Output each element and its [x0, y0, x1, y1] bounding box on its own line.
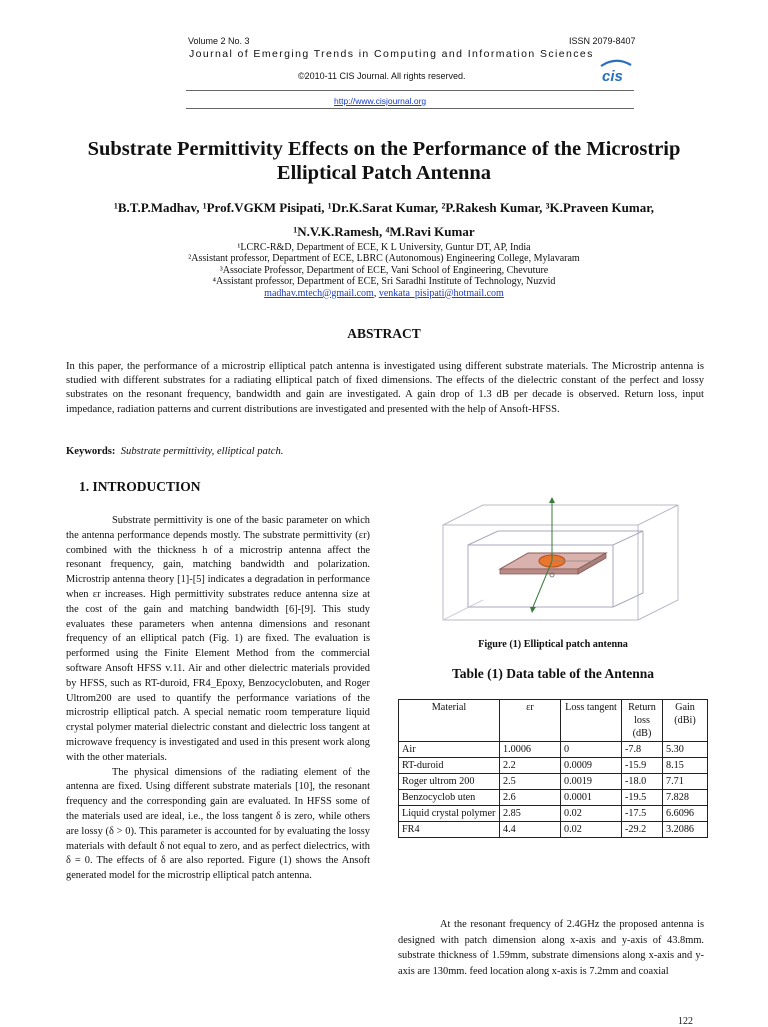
- table-cell: -7.8: [622, 742, 663, 758]
- authors: [60, 196, 708, 244]
- table-cell: -15.9: [622, 758, 663, 774]
- x-axis-arrow-icon: [530, 607, 536, 613]
- column-header-gain: Gain (dBi): [663, 700, 708, 742]
- table-cell: 8.15: [663, 758, 708, 774]
- table-cell: Liquid crystal polymer: [399, 806, 500, 822]
- substrate-front: [500, 569, 578, 574]
- table-cell: 5.30: [663, 742, 708, 758]
- volume-label: Volume 2 No. 3: [188, 36, 250, 46]
- table-cell: Benzocyclob uten: [399, 790, 500, 806]
- table-cell: 7.828: [663, 790, 708, 806]
- antenna-model-illustration: [388, 497, 718, 637]
- journal-url-link[interactable]: http://www.cisjournal.org: [334, 96, 427, 106]
- affiliation-3: ³Associate Professor, Department of ECE, Vani School of Engineering, Chevuture: [219, 264, 549, 276]
- cis-logo: [598, 56, 634, 86]
- table-cell: 2.85: [500, 806, 561, 822]
- table-row: [399, 822, 708, 838]
- antenna-figure: [388, 497, 718, 637]
- copyright-notice: ©2010-11 CIS Journal. All rights reserved.: [298, 71, 466, 81]
- figure-caption: Figure (1) Elliptical patch antenna: [478, 639, 628, 650]
- table-cell: Roger ultrom 200: [399, 774, 500, 790]
- abstract-heading: ABSTRACT: [347, 326, 421, 341]
- journal-name: Journal of Emerging Trends in Computing and Information Sciences: [189, 48, 594, 60]
- table-cell: -29.2: [622, 822, 663, 838]
- table-cell: 0.0009: [561, 758, 622, 774]
- email-link-2[interactable]: venkata_pisipati@hotmail.com: [378, 287, 504, 299]
- table-cell: Air: [399, 742, 500, 758]
- affiliation-1: ¹LCRC-R&D, Department of ECE, K L University, Guntur DT, AP, India: [237, 242, 531, 253]
- table-cell: 0: [561, 742, 622, 758]
- abstract-text: In this paper, the performance of a microstrip elliptical patch antenna is investigated using different substrate materials. The Microstrip antenna is studied with different substrates for a radiating elliptical patch of fixed dimensions. The effects of the dielectric constant of the perfect and lossy substrates on the resonant frequency, bandwidth and gain are investigated. A gain drop of 1.3 dB per decade is observed. Return loss, input impedance, radiation patterns and current distributions are investigated and presented with the help of Ansoft-HFSS.: [66, 361, 704, 415]
- paper-title-line-2: Elliptical Patch Antenna: [276, 162, 492, 184]
- table-cell: 0.0019: [561, 774, 622, 790]
- table-cell: FR4: [399, 822, 500, 838]
- table-cell: 7.71: [663, 774, 708, 790]
- table-cell: 2.5: [500, 774, 561, 790]
- affiliations: [60, 242, 708, 299]
- column-header-return-loss: Return loss (dB): [622, 700, 663, 742]
- author-emails: [60, 288, 708, 299]
- logo-swoosh-icon: [601, 61, 631, 66]
- affiliation-4: ⁴Assistant professor, Department of ECE, Sri Saradhi Institute of Technology, Nuzvid: [212, 276, 556, 288]
- paper-title-line-1: Substrate Permittivity Effects on the Performance of the Microstrip: [87, 138, 681, 160]
- keywords: [66, 446, 283, 457]
- airbox-top-face: [443, 505, 678, 525]
- table-row: [399, 790, 708, 806]
- affiliation-2: ²Assistant professor, Department of ECE, LBRC (Autonomous) Engineering College, Mylavaram: [188, 253, 580, 265]
- right-column-paragraph: [398, 917, 704, 979]
- table-cell: 0.02: [561, 806, 622, 822]
- antenna-data-table: [398, 699, 708, 838]
- column-header-er: εr: [500, 700, 561, 742]
- keywords-label: Keywords:: [66, 446, 116, 457]
- paper-title: [60, 137, 708, 185]
- table-cell: 6.6096: [663, 806, 708, 822]
- z-axis-arrow-icon: [549, 497, 555, 503]
- email-separator: ,: [373, 287, 377, 299]
- table-cell: -19.5: [622, 790, 663, 806]
- table-cell: -18.0: [622, 774, 663, 790]
- cis-logo-icon: [598, 56, 634, 86]
- table-cell: 1.0006: [500, 742, 561, 758]
- table-cell: RT-duroid: [399, 758, 500, 774]
- column-header-material: Material: [399, 700, 500, 742]
- intro-paragraph-1: Substrate permittivity is one of the basic parameter on which the antenna performance depends mostly. The substrate permittivity (εr) combined with the thickness h of a microstrip antenna affect the resonant frequency, gain, matching bandwidth and polarization. Microstrip antenna theory [1]-[5] indicates a degradation in performance when εr increases. High permittivity substrates reduce antenna size at the cost of the gain and matching bandwidth [6]-[9]. This study evaluates these parameters when antenna dimensions and resonant frequency of an elliptical patch (Fig. 1) are fixed. The evaluation is performed using the Finite Element Method from the commercial software Ansoft HFSS v.11. Air and other dielectric materials provided by HFSS, such as RT-duroid, FR4_Epoxy, Benzocyclobuten, and Roger Ultrom200 are used to quantify the performance variations of the microstrip elliptical patch. A special nematic room temperature liquid crystal polymer material dielectric constant and dielectric loss tangent at microwave frequency is investigated and used in this present work along with the other materials.: [66, 515, 370, 763]
- introduction-body: [66, 514, 370, 884]
- page-number: 122: [678, 1016, 693, 1027]
- intro-paragraph-2: The physical dimensions of the radiating element of the antenna are fixed. Using different substrate materials [10], the resonant frequency and the corresponding gain are evaluated. In HFSS some of the materials used are ideal, i.e., the loss tangent δ is zero, while others are lossy (δ > 0). This parameter is accounted for by evaluating the lossy materials with default δ not equal to zero, and as perfect dielectrics, with δ = 0. The effects of δ are also reported. Figure (1) shows the Ansoft generated model for the microstrip elliptical patch antenna.: [66, 766, 370, 882]
- email-link-1[interactable]: madhav.mtech@gmail.com: [264, 287, 374, 299]
- table-cell: 4.4: [500, 822, 561, 838]
- introduction-heading: 1. INTRODUCTION: [79, 479, 201, 494]
- table-cell: -17.5: [622, 806, 663, 822]
- authors-line-1: ¹B.T.P.Madhav, ¹Prof.VGKM Pisipati, ¹Dr.K.Sarat Kumar, ²P.Rakesh Kumar, ³K.Praveen Kumar,: [113, 200, 655, 215]
- table-row: [399, 774, 708, 790]
- authors-line-2: ¹N.V.K.Ramesh, ⁴M.Ravi Kumar: [293, 224, 475, 239]
- issn-label: ISSN 2079-8407: [569, 36, 636, 46]
- header-divider: [186, 90, 634, 91]
- inner-box-top: [468, 531, 643, 545]
- table-cell: 0.0001: [561, 790, 622, 806]
- airbox-hidden-edge: [443, 600, 483, 620]
- column-header-loss-tangent: Loss tangent: [561, 700, 622, 742]
- table-cell: 0.02: [561, 822, 622, 838]
- table-header-row: [399, 700, 708, 742]
- header-divider-bottom: [186, 108, 634, 109]
- table-title: Table (1) Data table of the Antenna: [451, 666, 654, 681]
- keywords-text: Substrate permittivity, elliptical patch.: [120, 446, 284, 457]
- table-cell: 2.6: [500, 790, 561, 806]
- table-row: [399, 806, 708, 822]
- table-cell: 2.2: [500, 758, 561, 774]
- table-row: [399, 758, 708, 774]
- table-row: [399, 742, 708, 758]
- logo-text: cis: [602, 68, 623, 85]
- table-cell: 3.2086: [663, 822, 708, 838]
- right-paragraph-text: At the resonant frequency of 2.4GHz the proposed antenna is designed with patch dimension along x-axis and y-axis of 43.8mm. substrate thickness of 1.59mm, substrate dimensions along x-axis and y-axis are 130mm. feed location along x-axis is 7.2mm and coaxial: [398, 919, 704, 977]
